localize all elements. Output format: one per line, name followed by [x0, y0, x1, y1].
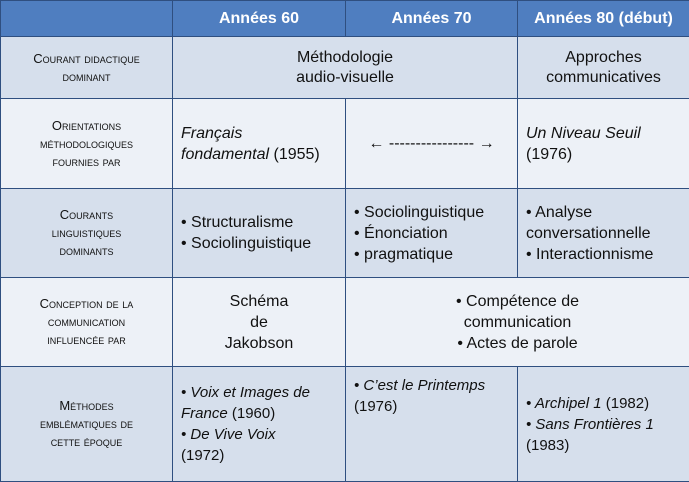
label-line: Courants	[59, 207, 114, 222]
label-line: emblématiques de	[40, 416, 133, 431]
cell-line: audio-visuelle	[296, 68, 394, 86]
year-text: (1972)	[181, 447, 225, 464]
title-line: Français	[181, 124, 243, 142]
cell-line: Approches	[565, 48, 642, 66]
list-item: • Actes de parole	[352, 333, 683, 354]
list-item: • Archipel 1	[526, 395, 602, 412]
label-line: influencée par	[47, 332, 126, 347]
row-courants-linguistiques	[1, 189, 689, 278]
cell-methodes-70	[346, 367, 518, 482]
header-annees-70: Années 70	[346, 1, 518, 37]
cell-courants-70	[346, 189, 518, 278]
header-annees-60: Années 60	[173, 1, 346, 37]
label-line: dominants	[59, 243, 114, 258]
row-methodes	[1, 367, 689, 482]
year-text: (1976)	[354, 398, 398, 415]
row-label-conception	[1, 278, 173, 367]
cell-line: communicatives	[546, 68, 661, 86]
list-item: • Voix et Images de	[181, 382, 337, 403]
cell-methodologie-audio-visuelle	[173, 37, 518, 99]
year-text: (1982)	[601, 394, 650, 412]
header-corner	[1, 1, 173, 37]
label-line: fournies par	[52, 153, 121, 169]
row-label-courant-didactique	[1, 37, 173, 99]
label-line: dominant	[62, 68, 111, 84]
year-text: (1955)	[269, 145, 320, 163]
cell-line: Schéma	[229, 292, 289, 310]
label-line: méthodologiques	[39, 135, 133, 151]
list-item: • De Vive Voix	[181, 424, 337, 445]
row-courant-didactique	[1, 37, 689, 99]
cell-methodes-80	[518, 367, 689, 482]
cell-approches-communicatives	[518, 37, 689, 99]
list-item: • C’est le Printemps	[354, 375, 509, 396]
cell-line: Jakobson	[224, 334, 294, 352]
label-line: linguistiques	[51, 225, 122, 240]
list-item: • pragmatique	[354, 244, 509, 265]
double-arrow-icon: ← ---------------- →	[368, 134, 495, 152]
cell-schema-jakobson	[173, 278, 346, 367]
cell-francais-fondamental	[173, 99, 346, 189]
row-label-orientations	[1, 99, 173, 189]
list-item: • Sociolinguistique	[181, 233, 337, 254]
cell-courants-60	[173, 189, 346, 278]
list-item-continued: communication	[463, 313, 572, 331]
cell-niveau-seuil	[518, 99, 689, 189]
label-line: communication	[47, 314, 126, 329]
year-text: (1976)	[526, 145, 573, 163]
year-text: (1960)	[227, 405, 276, 422]
row-label-methodes	[1, 367, 173, 482]
list-item: • Interactionnisme	[526, 244, 681, 265]
list-item: • Énonciation	[354, 223, 509, 244]
label-line: Méthodes	[59, 398, 114, 413]
cell-line: Méthodologie	[296, 48, 394, 66]
title-line: fondamental	[181, 145, 270, 163]
list-item: • Compétence de	[352, 291, 683, 312]
label-line: Orientations	[51, 117, 122, 133]
header-row	[1, 1, 689, 37]
list-item: • Structuralisme	[181, 212, 337, 233]
list-item: • Sans Frontières 1	[526, 414, 681, 435]
list-item-continued: conversationnelle	[526, 224, 651, 242]
list-item: • Sociolinguistique	[354, 202, 509, 223]
label-line: Conception de la	[39, 296, 134, 311]
cell-arrow	[346, 99, 518, 189]
row-orientations	[1, 99, 689, 189]
title-line: Un Niveau Seuil	[526, 124, 641, 142]
year-text: (1983)	[526, 436, 570, 454]
cell-courants-80	[518, 189, 689, 278]
list-item: • Analyse	[526, 202, 681, 223]
cell-line: de	[250, 313, 268, 331]
cell-methodes-60	[173, 367, 346, 482]
title-line: France	[181, 405, 228, 422]
label-line: Courant didactique	[33, 50, 140, 66]
cell-competence-communication	[346, 278, 689, 367]
label-line: cette époque	[50, 434, 123, 449]
header-annees-80: Années 80 (début)	[518, 1, 689, 37]
row-conception-communication	[1, 278, 689, 367]
row-label-courants-linguistiques	[1, 189, 173, 278]
